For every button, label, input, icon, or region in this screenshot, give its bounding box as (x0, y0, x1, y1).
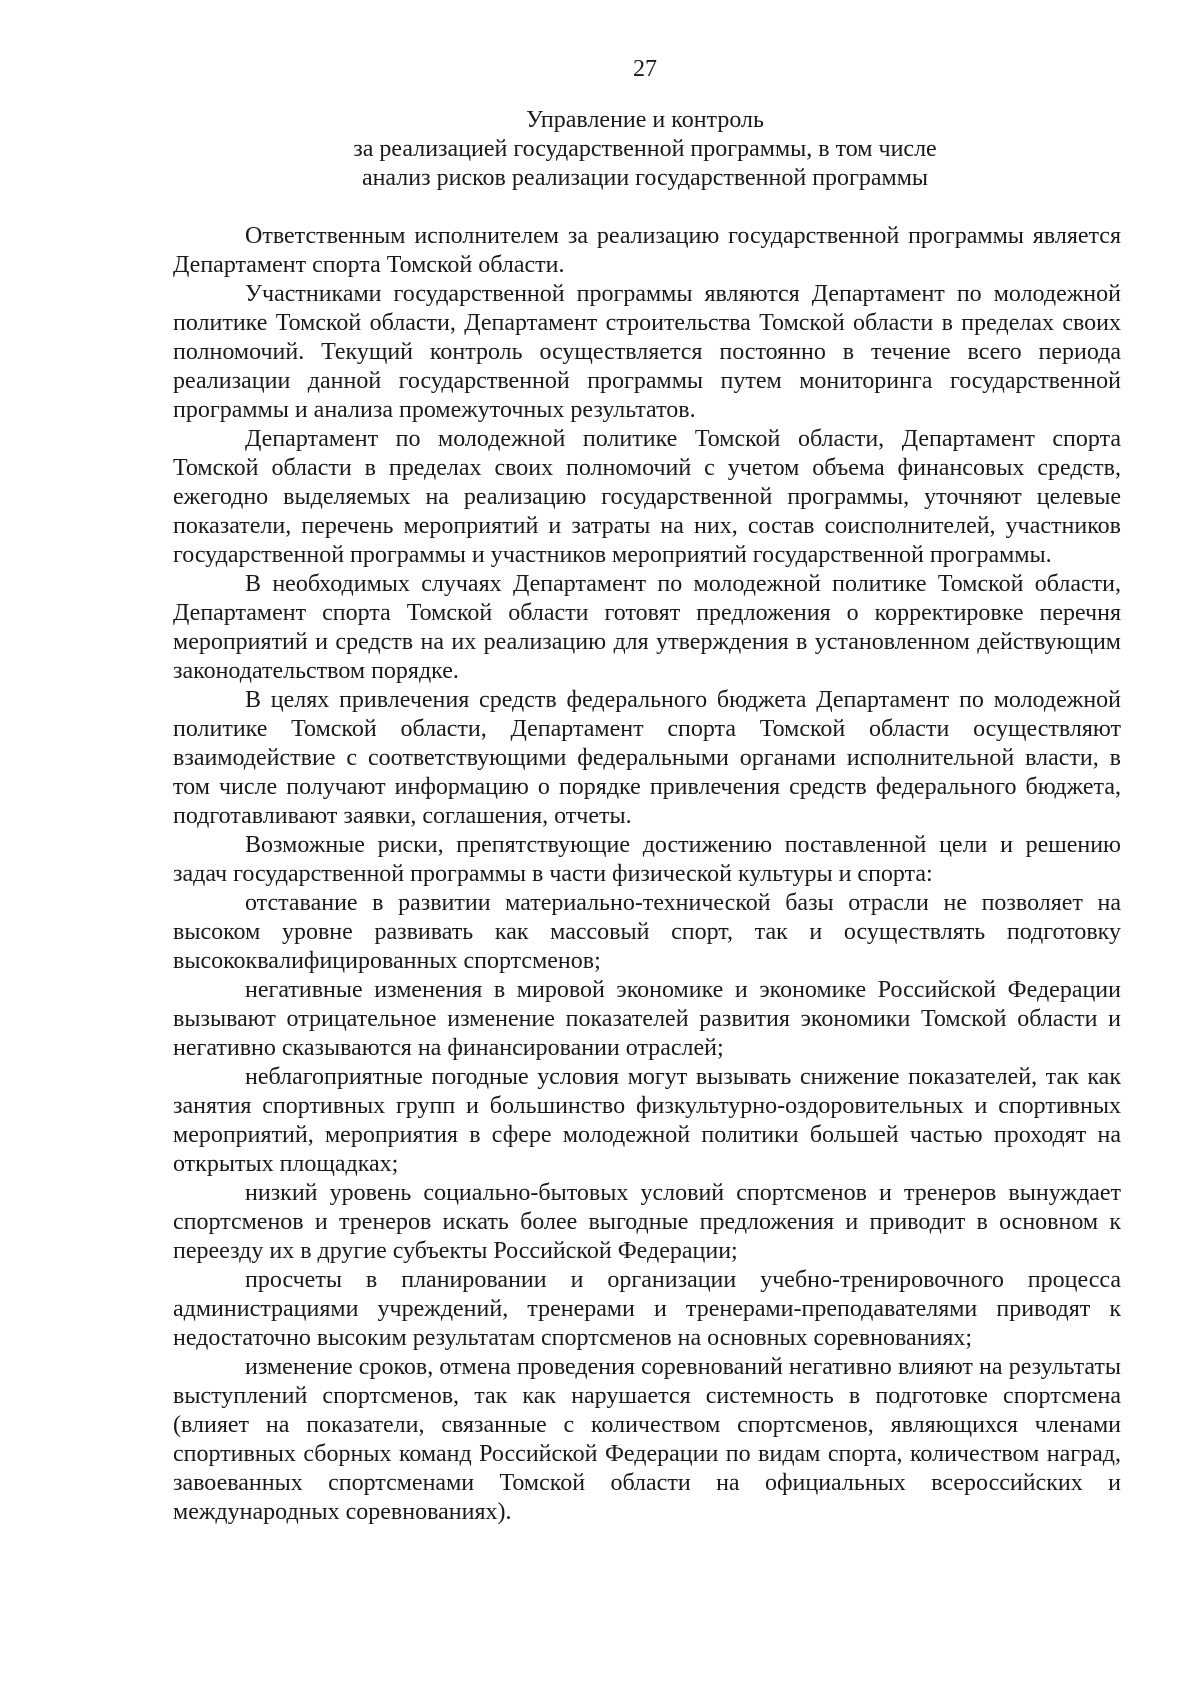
paragraph: Участниками государственной программы являются Департамент по молодежной политике Томской области, Департамент строительства Томской области в пределах своих полномочий. Текущий контроль осуществляется постоянно в течение всего периода реализации данной государственной программы путем мониторинга государственной программы и анализа промежуточных результатов. (173, 281, 1121, 423)
section-title-line: за реализацией государственной программы, в том числе (353, 136, 937, 162)
section-title-line: анализ рисков реализации государственной программы (361, 165, 929, 191)
risk-item: негативные изменения в мировой экономике и экономике Российской Федерации вызывают отрицательное изменение показателей развития экономики Томской области и негативно сказываются на финансировании отраслей; (173, 977, 1121, 1061)
page-number: 27 (633, 56, 657, 82)
section-title (0, 106, 1200, 193)
paragraph: Ответственным исполнителем за реализацию государственной программы является Департамент спорта Томской области. (173, 223, 1121, 278)
paragraph: В необходимых случаях Департамент по молодежной политике Томской области, Департамент спорта Томской области готовят предложения о корректировке перечня мероприятий и средств на их реализацию для утверждения в установленном действующим законодательством порядке. (173, 571, 1121, 684)
paragraph: Департамент по молодежной политике Томской области, Департамент спорта Томской области в пределах своих полномочий с учетом объема финансовых средств, ежегодно выделяемых на реализацию государственной программы, уточняют целевые показатели, перечень мероприятий и затраты на них, состав соисполнителей, участников государственной программы и участников мероприятий государственной программы. (173, 426, 1121, 568)
risk-item: неблагоприятные погодные условия могут вызывать снижение показателей, так как занятия спортивных групп и большинство физкультурно-оздоровительных и спортивных мероприятий, мероприятия в сфере молодежной политики большей частью проходят на открытых площадках; (173, 1064, 1121, 1177)
risk-item: просчеты в планировании и организации учебно-тренировочного процесса администрациями учреждений, тренерами и тренерами-преподавателями приводят к недостаточно высоким результатам спортсменов на основных соревнованиях; (173, 1267, 1121, 1351)
risk-item: низкий уровень социально-бытовых условий спортсменов и тренеров вынуждает спортсменов и тренеров искать более выгодные предложения и приводит в основном к переезду их в другие субъекты Российской Федерации; (173, 1180, 1121, 1264)
paragraph: Возможные риски, препятствующие достижению поставленной цели и решению задач государственной программы в части физической культуры и спорта: (173, 832, 1121, 887)
risk-item: изменение сроков, отмена проведения соревнований негативно влияют на результаты выступлений спортсменов, так как нарушается системность в подготовке спортсмена (влияет на показатели, связанные с количеством спортсменов, являющихся членами спортивных сборных команд Российской Федерации по видам спорта, количеством наград, завоеванных спортсменами Томской области на официальных всероссийских и международных соревнованиях). (173, 1354, 1121, 1525)
paragraph: В целях привлечения средств федерального бюджета Департамент по молодежной политике Томской области, Департамент спорта Томской области осуществляют взаимодействие с соответствующими федеральными органами исполнительной власти, в том числе получают информацию о порядке привлечения средств федерального бюджета, подготавливают заявки, соглашения, отчеты. (173, 687, 1121, 829)
section-title-line: Управление и контроль (526, 107, 764, 133)
body-text (173, 222, 1121, 1527)
risk-item: отставание в развитии материально-технической базы отрасли не позволяет на высоком уровне развивать как массовый спорт, так и осуществлять подготовку высококвалифицированных спортсменов; (173, 890, 1121, 974)
